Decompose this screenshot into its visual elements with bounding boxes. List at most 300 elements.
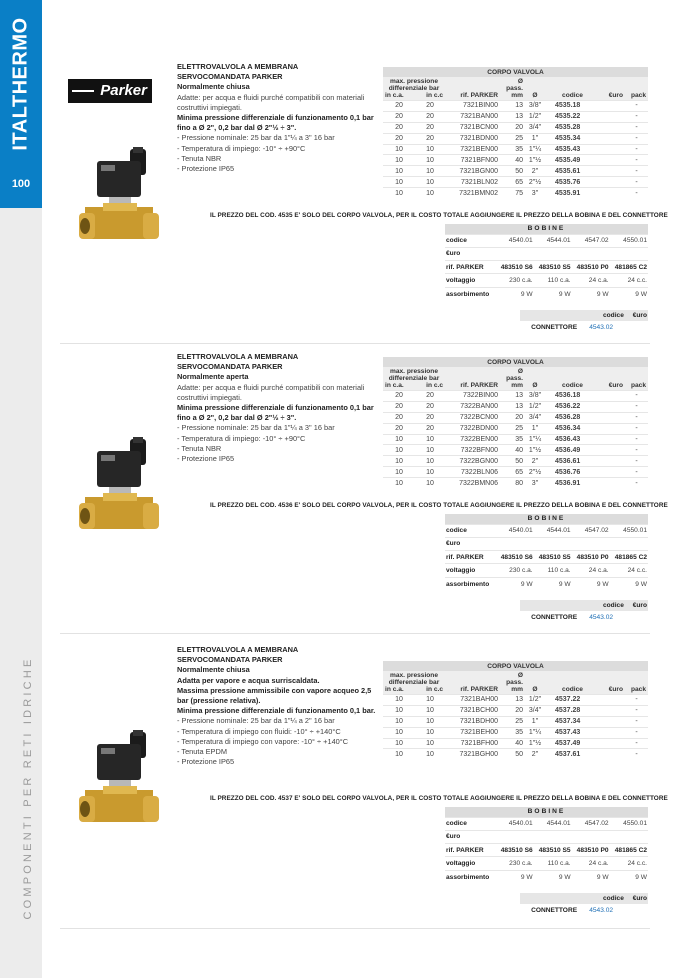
pressure-ca-cell: 10 (383, 456, 415, 467)
pass-mm-cell: 20 (500, 122, 525, 133)
rif-parker-cell: 7322BAN00 (445, 401, 500, 412)
product-code-cell[interactable]: 4537.61 (545, 749, 600, 760)
description-line: - Temperatura di impiego con fluidi: -10° ÷ +140°C (177, 726, 341, 736)
product-code-cell[interactable]: 4536.43 (545, 434, 600, 445)
rif-parker-cell: 7321BDN00 (445, 133, 500, 144)
pass-mm-cell: 35 (500, 727, 525, 738)
description-line: Normalmente aperta (177, 372, 249, 382)
pressure-cc-cell: 20 (415, 101, 445, 112)
pressure-cc-cell: 10 (415, 177, 445, 188)
pass-header: Ø pass. mm (500, 367, 525, 391)
pressure-cc-cell: 10 (415, 467, 445, 478)
coil-codes-cell[interactable]: 4550.01 (610, 817, 648, 830)
description-line: - Pressione nominale: 25 bar da 1"¼ a 3" 16 bar (177, 423, 335, 433)
rif-parker-cell: 7322BEN00 (445, 434, 500, 445)
diameter-cell: 1"½ (525, 738, 545, 749)
table-row (383, 122, 648, 133)
pack-cell: - (625, 478, 648, 489)
product-code-cell[interactable]: 4535.43 (545, 144, 600, 155)
description-line: Adatta per vapore e acqua surriscaldata. (177, 675, 320, 685)
product-code-cell[interactable]: 4537.43 (545, 727, 600, 738)
coils-row (445, 817, 648, 830)
pressure-cc-cell: 20 (415, 423, 445, 434)
coil-rif-cell: 481865 C2 (610, 844, 648, 857)
pressure-cc-cell: 10 (415, 738, 445, 749)
coil-codes-cell[interactable]: 4540.01 (496, 234, 534, 247)
pass-header: Ø pass. mm (500, 671, 525, 695)
coil-voltaggio-cell: 24 c.c. (610, 857, 648, 870)
product-code-cell[interactable]: 4535.34 (545, 133, 600, 144)
coil-codes-cell[interactable]: 4544.01 (534, 817, 572, 830)
description-line: Minima pressione differenziale di funzionamento 0,1 bar. (177, 706, 376, 716)
product-code-cell[interactable]: 4536.18 (545, 391, 600, 402)
coil-codes-cell[interactable]: 4544.01 (534, 524, 572, 537)
connector-code[interactable]: 4543.02 (589, 613, 614, 621)
table-row (383, 434, 648, 445)
pressure-ca-cell: 20 (383, 412, 415, 423)
price-note: IL PREZZO DEL COD. 4536 E' SOLO DEL CORPO VALVOLA, PER IL COSTO TOTALE AGGIUNGERE IL PREZZO DELLA BOBINA E DEL CONNETTORE (210, 502, 668, 509)
description-line: - Pressione nominale: 25 bar da 1"¼ a 2" 16 bar (177, 716, 335, 726)
coil-codes-cell[interactable]: 4540.01 (496, 524, 534, 537)
diameter-cell: 1" (525, 716, 545, 727)
coil-rif-cell: 483510 S5 (534, 844, 572, 857)
pack-cell: - (625, 456, 648, 467)
pressure-ca-cell: 10 (383, 695, 415, 706)
table-row (383, 456, 648, 467)
product-code-cell[interactable]: 4535.91 (545, 188, 600, 199)
description-line: Adatte: per acqua e fluidi purché compatibili con materiali costruttivi impiegati. (177, 382, 365, 402)
cc-header: in c.c (426, 686, 443, 693)
connector-label: CONNETTORE (531, 613, 578, 621)
rif-parker-cell: 7321BFN00 (445, 155, 500, 166)
pressure-ca-cell: 10 (383, 478, 415, 489)
connector-code-header: codice (588, 893, 625, 904)
pack-cell: - (625, 434, 648, 445)
price-cell (600, 705, 625, 716)
price-cell (600, 188, 625, 199)
connector-euro-header: €uro (625, 893, 648, 904)
coils-row-label: €uro (445, 537, 496, 550)
cc-header: in c.c (426, 382, 443, 389)
coil-voltaggio-cell: 24 c.a. (572, 564, 610, 577)
price-cell (600, 166, 625, 177)
price-cell (600, 111, 625, 122)
diameter-cell: 1"¼ (525, 727, 545, 738)
description-line: Normalmente chiusa (177, 82, 250, 92)
coil-euro-cell (610, 537, 648, 550)
valve-image (75, 437, 165, 537)
coil-euro-cell (534, 830, 572, 843)
valve-body-table (383, 661, 648, 760)
description-line: - Temperatura di impiego con vapore: -10° ÷ +140°C (177, 736, 349, 746)
connector-euro-header: €uro (625, 600, 648, 611)
coils-row-label: assorbimento (445, 870, 496, 883)
description-line: ELETTROVALVOLA A MEMBRANA (177, 645, 299, 654)
pressure-ca-cell: 10 (383, 705, 415, 716)
pass-mm-cell: 13 (500, 101, 525, 112)
coils-row-label: codice (445, 234, 496, 247)
coils-row-label: rif. PARKER (445, 551, 496, 564)
product-code-cell[interactable]: 4535.61 (545, 166, 600, 177)
valve-image (75, 147, 165, 247)
rif-parker-cell: 7321BLN02 (445, 177, 500, 188)
coil-rif-cell: 481865 C2 (610, 261, 648, 274)
pressure-header (383, 671, 445, 695)
price-cell (600, 177, 625, 188)
table-row (383, 133, 648, 144)
rif-parker-cell: 7321BMN02 (445, 188, 500, 199)
coil-euro-cell (496, 830, 534, 843)
pressure-header (383, 367, 445, 391)
price-cell (600, 391, 625, 402)
pressure-ca-cell: 20 (383, 101, 415, 112)
coil-assorbimento-cell: 9 W (610, 287, 648, 300)
price-cell (600, 727, 625, 738)
valve-image (75, 730, 165, 830)
description-line: - Tenuta EPDM (177, 747, 227, 757)
coils-row (445, 844, 648, 857)
coils-row-label: rif. PARKER (445, 261, 496, 274)
price-cell (600, 423, 625, 434)
diameter-cell: 1" (525, 133, 545, 144)
table-row (383, 412, 648, 423)
pass-mm-cell: 40 (500, 738, 525, 749)
coils-row (445, 830, 648, 843)
coil-rif-cell: 481865 C2 (610, 551, 648, 564)
rif-parker-cell: 7321BGN00 (445, 166, 500, 177)
product-code-cell[interactable]: 4535.76 (545, 177, 600, 188)
pack-cell: - (625, 401, 648, 412)
diameter-cell: 2" (525, 166, 545, 177)
coil-codes-cell[interactable]: 4547.02 (572, 817, 610, 830)
pack-header: pack (625, 671, 648, 695)
coils-title: BOBINE (445, 224, 648, 234)
coil-euro-cell (496, 537, 534, 550)
product-code-cell[interactable]: 4537.49 (545, 738, 600, 749)
ca-header: in c.a. (385, 92, 404, 99)
connector-code[interactable]: 4543.02 (589, 906, 614, 914)
pack-cell: - (625, 467, 648, 478)
table-row (383, 467, 648, 478)
product-code-cell[interactable]: 4536.61 (545, 456, 600, 467)
coil-euro-cell (534, 247, 572, 260)
product-code-cell[interactable]: 4537.28 (545, 705, 600, 716)
coils-row-label: voltaggio (445, 857, 496, 870)
coil-codes-cell[interactable]: 4547.02 (572, 524, 610, 537)
table-row (383, 166, 648, 177)
pressure-cc-cell: 20 (415, 122, 445, 133)
diameter-cell: 3/8" (525, 101, 545, 112)
description-line: Minima pressione differenziale di funzionamento 0,1 bar fino a Ø 2", 0,2 bar dal Ø 2"½ ÷ 3". (177, 113, 374, 133)
connector-table (520, 310, 648, 333)
coil-euro-cell (496, 247, 534, 260)
code-header: codice (545, 671, 600, 695)
pressure-cc-cell: 10 (415, 166, 445, 177)
coils-table (445, 224, 648, 300)
coil-voltaggio-cell: 230 c.a. (496, 274, 534, 287)
coil-euro-cell (534, 537, 572, 550)
pressure-cc-cell: 10 (415, 188, 445, 199)
pass-mm-cell: 13 (500, 111, 525, 122)
coils-row (445, 857, 648, 870)
product-code-cell[interactable]: 4536.76 (545, 467, 600, 478)
coils-title: BOBINE (445, 807, 648, 817)
rif-parker-cell: 7322BCN00 (445, 412, 500, 423)
coil-euro-cell (572, 830, 610, 843)
description-line: SERVOCOMANDATA PARKER (177, 72, 283, 82)
coil-assorbimento-cell: 9 W (534, 577, 572, 590)
pass-mm-cell: 40 (500, 155, 525, 166)
coils-table (445, 807, 648, 883)
diameter-cell: 2" (525, 749, 545, 760)
pressure-cc-cell: 10 (415, 155, 445, 166)
page-number: 100 (11, 178, 31, 190)
pass-mm-cell: 25 (500, 133, 525, 144)
price-cell (600, 749, 625, 760)
description-line: - Protezione IP65 (177, 164, 235, 174)
table-row (383, 695, 648, 706)
pass-mm-cell: 25 (500, 423, 525, 434)
product-section (60, 645, 668, 935)
price-cell (600, 412, 625, 423)
price-cell (600, 695, 625, 706)
table-row (383, 716, 648, 727)
rif-parker-cell: 7321BGH00 (445, 749, 500, 760)
coils-row (445, 564, 648, 577)
table-row (383, 749, 648, 760)
pass-mm-cell: 65 (500, 467, 525, 478)
coils-row (445, 577, 648, 590)
price-cell (600, 122, 625, 133)
rif-header: rif. PARKER (445, 671, 500, 695)
sidebar-category-band (0, 208, 42, 978)
coil-voltaggio-cell: 110 c.a. (534, 274, 572, 287)
price-note: IL PREZZO DEL COD. 4537 E' SOLO DEL CORPO VALVOLA, PER IL COSTO TOTALE AGGIUNGERE IL PREZZO DELLA BOBINA E DEL CONNETTORE (210, 795, 668, 802)
pressure-cc-cell: 20 (415, 133, 445, 144)
connector-code[interactable]: 4543.02 (589, 323, 614, 331)
pressure-ca-cell: 10 (383, 177, 415, 188)
coils-row-label: codice (445, 817, 496, 830)
euro-header: €uro (600, 367, 625, 391)
price-cell (600, 445, 625, 456)
pressure-ca-cell: 20 (383, 401, 415, 412)
description-line: - Temperatura di impiego: -10° ÷ +90°C (177, 433, 306, 443)
pressure-header-label: max. pressione differenziale bar (388, 672, 440, 686)
coil-rif-cell: 483510 S6 (496, 261, 534, 274)
coils-row (445, 274, 648, 287)
brand-name: ITALTHERMO (9, 17, 32, 151)
product-code-cell[interactable]: 4537.34 (545, 716, 600, 727)
product-code-cell[interactable]: 4536.91 (545, 478, 600, 489)
description-line: - Tenuta NBR (177, 153, 222, 163)
product-code-cell[interactable]: 4536.28 (545, 412, 600, 423)
pressure-ca-cell: 10 (383, 749, 415, 760)
pass-mm-cell: 25 (500, 716, 525, 727)
diameter-cell: 1/2" (525, 401, 545, 412)
diameter-header: Ø (525, 367, 545, 391)
price-cell (600, 478, 625, 489)
price-note: IL PREZZO DEL COD. 4535 E' SOLO DEL CORPO VALVOLA, PER IL COSTO TOTALE AGGIUNGERE IL PREZZO DELLA BOBINA E DEL CONNETTORE (210, 212, 668, 219)
valve-body-table (383, 67, 648, 199)
coil-rif-cell: 483510 P0 (572, 551, 610, 564)
pressure-cc-cell: 20 (415, 111, 445, 122)
pass-mm-cell: 50 (500, 749, 525, 760)
coil-assorbimento-cell: 9 W (496, 870, 534, 883)
description-line: - Pressione nominale: 25 bar da 1"¼ a 3" 16 bar (177, 133, 335, 143)
price-cell (600, 401, 625, 412)
pressure-cc-cell: 10 (415, 749, 445, 760)
diameter-cell: 3/4" (525, 122, 545, 133)
valve-body-table (383, 357, 648, 489)
pressure-ca-cell: 10 (383, 434, 415, 445)
section-divider (60, 343, 650, 344)
price-cell (600, 434, 625, 445)
rif-parker-cell: 7321BAN00 (445, 111, 500, 122)
coil-euro-cell (610, 247, 648, 260)
description-line: - Protezione IP65 (177, 454, 235, 464)
rif-parker-cell: 7321BCH00 (445, 705, 500, 716)
product-section (60, 352, 668, 642)
price-cell (600, 133, 625, 144)
pass-mm-cell: 35 (500, 144, 525, 155)
table-row (383, 401, 648, 412)
pass-mm-cell: 13 (500, 391, 525, 402)
pressure-cc-cell: 10 (415, 705, 445, 716)
pressure-ca-cell: 20 (383, 391, 415, 402)
coil-codes-cell[interactable]: 4540.01 (496, 817, 534, 830)
pass-mm-cell: 75 (500, 188, 525, 199)
sidebar-brand-band (0, 0, 42, 208)
price-cell (600, 144, 625, 155)
product-description (177, 62, 383, 174)
description-line: Massima pressione ammissibile con vapore acqueo 2,5 bar (pressione relativa). (177, 685, 372, 706)
price-cell (600, 716, 625, 727)
diameter-cell: 2"½ (525, 467, 545, 478)
pack-cell: - (625, 695, 648, 706)
rif-parker-cell: 7322BIN00 (445, 391, 500, 402)
pressure-header-label: max. pressione differenziale bar (388, 368, 440, 382)
pressure-cc-cell: 10 (415, 445, 445, 456)
pass-mm-cell: 40 (500, 445, 525, 456)
table-band-title: CORPO VALVOLA (383, 661, 648, 671)
table-row (383, 177, 648, 188)
diameter-cell: 1/2" (525, 111, 545, 122)
coils-row (445, 524, 648, 537)
coils-row-label: €uro (445, 247, 496, 260)
diameter-cell: 1/2" (525, 695, 545, 706)
table-row (383, 445, 648, 456)
diameter-cell: 3/8" (525, 391, 545, 402)
coil-codes-cell[interactable]: 4550.01 (610, 524, 648, 537)
rif-parker-cell: 7321BEN00 (445, 144, 500, 155)
table-row (383, 391, 648, 402)
pack-cell: - (625, 101, 648, 112)
product-code-cell[interactable]: 4536.49 (545, 445, 600, 456)
description-line: SERVOCOMANDATA PARKER (177, 655, 283, 665)
coil-codes-cell[interactable]: 4547.02 (572, 234, 610, 247)
product-code-cell[interactable]: 4535.49 (545, 155, 600, 166)
diameter-cell: 3/4" (525, 412, 545, 423)
price-cell (600, 467, 625, 478)
pack-cell: - (625, 155, 648, 166)
diameter-cell: 1"¼ (525, 144, 545, 155)
description-line: Normalmente chiusa (177, 665, 250, 675)
pass-mm-cell: 80 (500, 478, 525, 489)
table-row (383, 101, 648, 112)
pressure-cc-cell: 10 (415, 144, 445, 155)
price-cell (600, 101, 625, 112)
description-line: - Temperatura di impiego: -10° ÷ +90°C (177, 143, 306, 153)
pressure-ca-cell: 20 (383, 111, 415, 122)
diameter-cell: 2" (525, 456, 545, 467)
product-code-cell[interactable]: 4535.28 (545, 122, 600, 133)
diameter-cell: 3" (525, 188, 545, 199)
table-row (383, 155, 648, 166)
pressure-cc-cell: 10 (415, 695, 445, 706)
coil-voltaggio-cell: 24 c.a. (572, 274, 610, 287)
rif-parker-cell: 7322BLN06 (445, 467, 500, 478)
pack-header: pack (625, 77, 648, 101)
product-code-cell[interactable]: 4536.22 (545, 401, 600, 412)
description-line: ELETTROVALVOLA A MEMBRANA (177, 352, 299, 361)
pack-cell: - (625, 166, 648, 177)
coil-codes-cell[interactable]: 4544.01 (534, 234, 572, 247)
pass-mm-cell: 13 (500, 695, 525, 706)
coil-euro-cell (572, 247, 610, 260)
pack-cell: - (625, 144, 648, 155)
code-header: codice (545, 367, 600, 391)
product-code-cell[interactable]: 4537.22 (545, 695, 600, 706)
description-line: Adatte: per acqua e fluidi purché compatibili con materiali costruttivi impiegati. (177, 92, 365, 112)
diameter-cell: 1"¼ (525, 434, 545, 445)
table-row (383, 423, 648, 434)
coil-euro-cell (572, 537, 610, 550)
pack-cell: - (625, 445, 648, 456)
description-line: Minima pressione differenziale di funzionamento 0,1 bar fino a Ø 2", 0,2 bar dal Ø 2"½ ÷ 3". (177, 403, 374, 423)
product-code-cell[interactable]: 4536.34 (545, 423, 600, 434)
coils-row (445, 247, 648, 260)
pressure-ca-cell: 10 (383, 188, 415, 199)
pressure-header-label: max. pressione differenziale bar (388, 78, 440, 92)
pack-cell: - (625, 423, 648, 434)
pack-cell: - (625, 749, 648, 760)
coils-row (445, 234, 648, 247)
diameter-header: Ø (525, 77, 545, 101)
coil-assorbimento-cell: 9 W (610, 577, 648, 590)
diameter-cell: 1" (525, 423, 545, 434)
pack-cell: - (625, 705, 648, 716)
pressure-ca-cell: 10 (383, 144, 415, 155)
coil-rif-cell: 483510 S6 (496, 844, 534, 857)
diameter-cell: 1"½ (525, 445, 545, 456)
coils-row-label: codice (445, 524, 496, 537)
pack-cell: - (625, 716, 648, 727)
coils-table (445, 514, 648, 590)
product-code-cell[interactable]: 4535.18 (545, 101, 600, 112)
rif-parker-cell: 7322BFN00 (445, 445, 500, 456)
pressure-ca-cell: 10 (383, 467, 415, 478)
rif-header: rif. PARKER (445, 367, 500, 391)
table-band-title: CORPO VALVOLA (383, 67, 648, 77)
product-code-cell[interactable]: 4535.22 (545, 111, 600, 122)
coil-voltaggio-cell: 110 c.a. (534, 564, 572, 577)
connector-code-header: codice (588, 310, 625, 321)
coil-voltaggio-cell: 230 c.a. (496, 857, 534, 870)
pressure-cc-cell: 20 (415, 401, 445, 412)
coils-row-label: €uro (445, 830, 496, 843)
rif-header: rif. PARKER (445, 77, 500, 101)
coil-codes-cell[interactable]: 4550.01 (610, 234, 648, 247)
